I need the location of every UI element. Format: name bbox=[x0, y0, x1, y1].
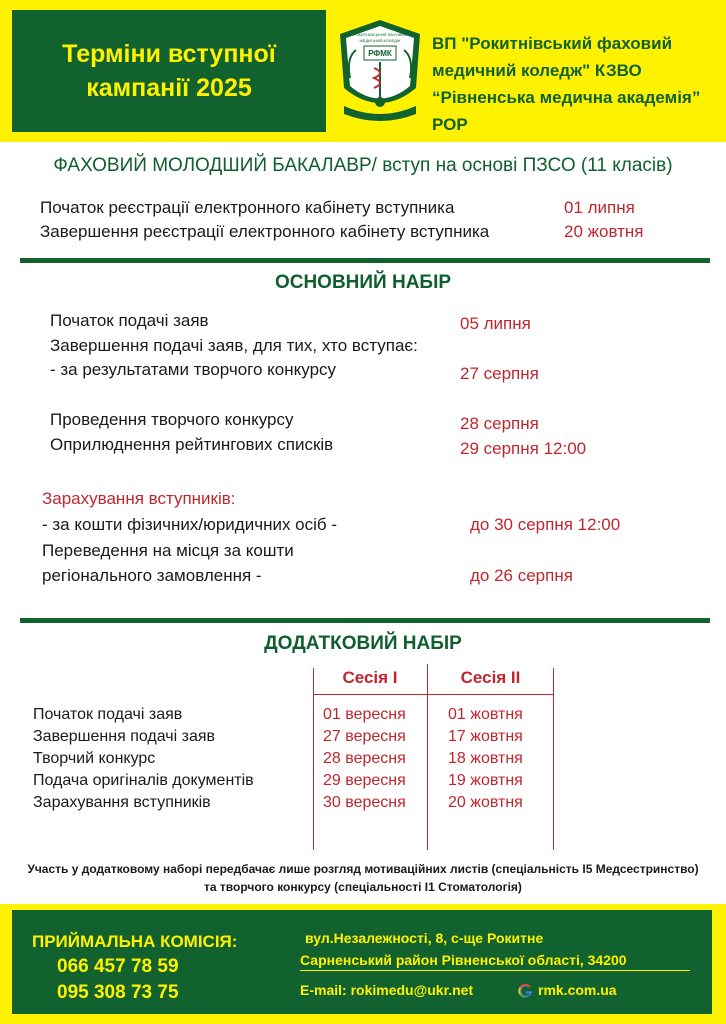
main-row-2-label: Завершення подачі заяв, для тих, хто вступає: bbox=[50, 336, 418, 355]
website-link[interactable]: rmk.com.ua bbox=[538, 982, 617, 998]
intro-row-1-date: 01 липня bbox=[564, 198, 635, 217]
svg-text:МЕДИЧНИЙ КОЛЕДЖ: МЕДИЧНИЙ КОЛЕДЖ bbox=[359, 38, 401, 43]
session-1-header: Сесія I bbox=[342, 668, 398, 687]
address-line-2: Сарненський район Рівненської області, 34200 bbox=[300, 952, 627, 968]
divider bbox=[20, 618, 710, 623]
enroll-row-2-label-a: Переведення на місця за кошти bbox=[42, 541, 294, 560]
table-line-right bbox=[553, 668, 554, 850]
add-row-4-s2: 19 жовтня bbox=[448, 772, 523, 789]
main-row-1-date: 05 липня bbox=[460, 314, 531, 333]
enroll-row-2-label-b: регіонального замовлення - bbox=[42, 566, 262, 585]
add-row-5-label: Зарахування вступників bbox=[33, 794, 211, 811]
add-row-3-s2: 18 жовтня bbox=[448, 750, 523, 767]
phone-1[interactable]: 066 457 78 59 bbox=[57, 956, 179, 977]
enroll-row-1-label: - за кошти фізичних/юридичних осіб - bbox=[42, 515, 338, 534]
additional-note-line-1: Участь у додатковому наборі передбачає лише розгляд мотиваційних листів (спеціальність І5 Медсестринство) bbox=[27, 862, 699, 876]
admission-commission-label: ПРИЙМАЛЬНА КОМІСІЯ: bbox=[32, 932, 238, 951]
intro-heading-text: ФАХОВИЙ МОЛОДШИЙ БАКАЛАВР/ вступ на основі ПЗСО (11 класів) bbox=[53, 155, 673, 176]
add-row-3-s1: 28 вересня bbox=[323, 750, 406, 767]
intro-row-2-label: Завершення реєстрації електронного кабінету вступника bbox=[40, 222, 490, 241]
additional-heading: ДОДАТКОВИЙ НАБІР bbox=[264, 633, 462, 654]
add-row-2-label: Завершення подачі заяв bbox=[33, 728, 216, 745]
enroll-row-1-date: до 30 серпня 12:00 bbox=[470, 515, 621, 534]
college-name: ВП "Рокитнівський фаховий медичний коледж" КЗВО “Рівненська медична академія” РОР bbox=[432, 34, 701, 134]
table-line-middle bbox=[427, 664, 428, 850]
add-row-5-s2: 20 жовтня bbox=[448, 794, 523, 811]
main-row-3-label: - за результатами творчого конкурсу bbox=[50, 360, 337, 379]
add-row-3-label: Творчий конкурс bbox=[33, 750, 156, 767]
add-row-2-s1: 27 вересня bbox=[323, 728, 406, 745]
session-2-header: Сесія II bbox=[460, 668, 521, 687]
main-row-3-date: 27 серпня bbox=[460, 364, 539, 383]
additional-note-line-2: та творчого конкурсу (спеціальності І1 Стоматологія) bbox=[204, 880, 522, 894]
add-row-1-s2: 01 жовтня bbox=[448, 706, 523, 723]
table-header-rule bbox=[313, 694, 554, 695]
divider bbox=[20, 258, 710, 263]
main-row-5-date: 29 серпня 12:00 bbox=[460, 439, 587, 458]
additional-note bbox=[0, 860, 726, 896]
intro-row-1-label: Початок реєстрації електронного кабінету вступника bbox=[40, 198, 455, 217]
phone-2[interactable]: 095 308 73 75 bbox=[57, 982, 179, 1003]
add-row-4-label: Подача оригіналів документів bbox=[33, 772, 254, 789]
page-title: Терміни вступної кампанії 2025 bbox=[62, 40, 276, 102]
google-icon bbox=[518, 983, 534, 999]
add-row-2-s2: 17 жовтня bbox=[448, 728, 523, 745]
intro-heading bbox=[0, 155, 726, 177]
main-row-4-label: Проведення творчого конкурсу bbox=[50, 410, 294, 429]
main-row-5-label: Оприлюднення рейтингових списків bbox=[50, 435, 334, 454]
college-logo bbox=[336, 18, 424, 124]
add-row-1-label: Початок подачі заяв bbox=[33, 706, 183, 723]
intro-row-2-date: 20 жовтня bbox=[564, 222, 644, 241]
main-heading: ОСНОВНИЙ НАБІР bbox=[274, 272, 452, 293]
title-box bbox=[12, 10, 326, 132]
email-link[interactable]: E-mail: rokimedu@ukr.net bbox=[300, 982, 474, 998]
address-divider bbox=[300, 970, 690, 971]
enroll-row-2-date: до 26 серпня bbox=[470, 566, 573, 585]
add-row-5-s1: 30 вересня bbox=[323, 794, 406, 811]
add-row-1-s1: 01 вересня bbox=[323, 706, 406, 723]
address-line-1: вул.Незалежності, 8, с-ще Рокитне bbox=[305, 930, 544, 946]
enroll-heading: Зарахування вступників: bbox=[42, 489, 236, 508]
main-row-4-date: 28 серпня bbox=[460, 414, 539, 433]
table-line-left bbox=[313, 668, 314, 850]
svg-text:РОКИТНІВСЬКИЙ ФАХОВИЙ: РОКИТНІВСЬКИЙ ФАХОВИЙ bbox=[352, 32, 408, 37]
add-row-4-s1: 29 вересня bbox=[323, 772, 406, 789]
main-row-1-label: Початок подачі заяв bbox=[50, 311, 209, 330]
svg-text:РФМК: РФМК bbox=[368, 49, 392, 58]
